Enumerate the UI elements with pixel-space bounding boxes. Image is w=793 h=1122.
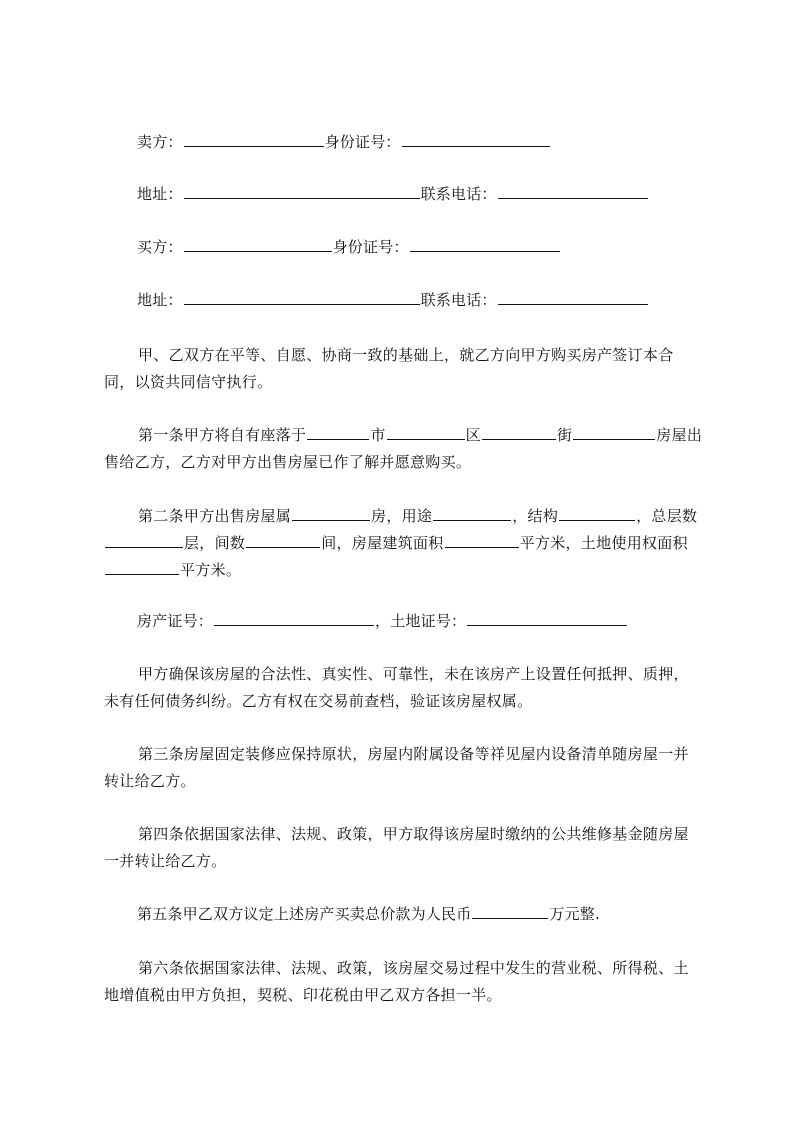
cert-separator: ， [375,612,391,630]
article-2-text-8: 平方米。 [180,561,242,579]
seller-phone-label: 联系电话： [420,185,497,203]
article-1-text-2: 房屋出售给乙方，乙方对甲方出售房屋已作了解并愿意购买。 [104,426,703,471]
buyer-id-label: 身份证号： [332,238,409,256]
article-6 [104,955,704,1009]
seller-name-blank[interactable] [184,131,324,147]
floors-blank[interactable] [105,532,183,548]
seller-line [137,130,551,154]
city-blank[interactable] [307,424,369,440]
building-area-blank[interactable] [445,532,519,548]
intro-paragraph [104,342,704,396]
article-3 [104,741,704,795]
property-cert-label: 房产证号： [137,612,214,630]
seller-address-blank[interactable] [184,183,420,199]
article-4-text: 第四条依据国家法律、法规、政策，甲方取得该房屋时缴纳的公共维修基金随房屋一并转让给乙方。 [104,825,689,870]
seller-address-line [137,182,649,206]
buyer-label: 买方： [137,238,183,256]
article-5 [137,902,600,926]
article-1-street: 街 [556,426,573,444]
article-2-text-2: 房，用途 [371,507,433,525]
seller-id-blank[interactable] [402,131,550,147]
article-2 [104,503,704,584]
article-2-text-4: ，总层数 [636,507,698,525]
seller-address-label: 地址： [137,185,183,203]
buyer-id-blank[interactable] [410,236,560,252]
street-blank[interactable] [482,424,556,440]
buyer-name-blank[interactable] [184,236,332,252]
land-cert-label: 土地证号： [390,612,467,630]
article-2-text-6: 间，房屋建筑面积 [321,534,444,552]
buyer-phone-blank[interactable] [498,289,648,305]
house-blank[interactable] [573,424,655,440]
article-2-text-7: 平方米，土地使用权面积 [519,534,688,552]
buyer-phone-label: 联系电话： [420,291,497,309]
seller-label: 卖方： [137,133,183,151]
intro-text: 甲、乙双方在平等、自愿、协商一致的基础上，就乙方向甲方购买房产签订本合同，以资共同信守执行。 [104,346,674,391]
usage-blank[interactable] [433,505,511,521]
structure-blank[interactable] [559,505,635,521]
article-5-text-1: 第五条甲乙双方议定上述房产买卖总价款为人民币 [137,905,472,923]
article-2-text-5: 层，间数 [184,534,246,552]
article-2-text-1: 第二条甲方出售房屋属 [138,507,292,525]
article-6-text: 第六条依据国家法律、法规、政策，该房屋交易过程中发生的营业税、所得税、土地增值税由甲方负担，契税、印花税由甲乙双方各担一半。 [104,959,689,1004]
article-1-text-1: 第一条甲方将自有座落于 [138,426,307,444]
price-blank[interactable] [472,903,548,919]
article-2-text-3: ，结构 [512,507,559,525]
seller-phone-blank[interactable] [498,183,648,199]
certificates-line [137,609,628,633]
article-1-city: 市 [370,426,386,444]
article-5-text-2: 万元整. [549,905,600,923]
rooms-blank[interactable] [246,532,320,548]
land-cert-blank[interactable] [467,610,627,626]
buyer-address-label: 地址： [137,291,183,309]
seller-id-label: 身份证号： [324,133,401,151]
article-3-text: 第三条房屋固定装修应保持原状，房屋内附属设备等祥见屋内设备清单随房屋一并转让给乙方。 [104,745,689,790]
buyer-address-line [137,288,649,312]
guarantee-text: 甲方确保该房屋的合法性、真实性、可靠性，未在该房产上设置任何抵押、质押，未有任何债务纠纷。乙方有权在交易前查档，验证该房屋权属。 [104,665,689,710]
buyer-address-blank[interactable] [184,289,420,305]
land-area-blank[interactable] [105,559,179,575]
article-1-district: 区 [465,426,481,444]
ownership-blank[interactable] [292,505,370,521]
property-cert-blank[interactable] [214,610,374,626]
guarantee-paragraph [104,661,704,715]
article-4 [104,821,704,875]
article-1 [104,422,704,476]
buyer-line [137,235,561,259]
district-blank[interactable] [387,424,465,440]
